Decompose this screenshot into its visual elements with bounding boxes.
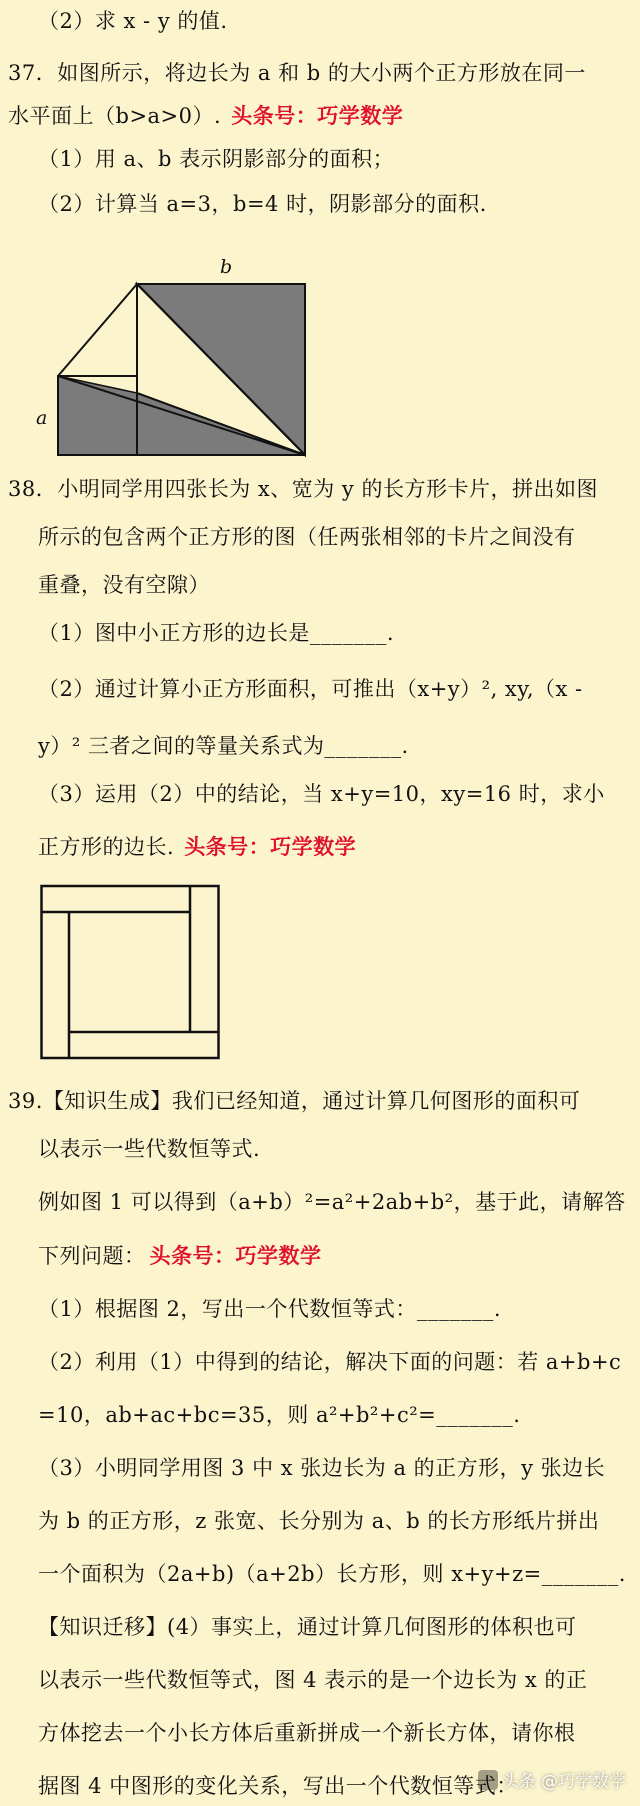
q39-part3-line3: 一个面积为（2a+b)（a+2b）长方形，则 x+y+z=_______.: [38, 1562, 626, 1586]
q39-part4-line1: 【知识迁移】(4）事实上，通过计算几何图形的体积也可: [38, 1615, 577, 1639]
q37-stem-line1: 37．如图所示，将边长为 a 和 b 的大小两个正方形放在同一: [8, 61, 586, 85]
toutiao-tag: 头条号：巧学数学: [231, 104, 404, 128]
q39-part1: （1）根据图 2，写出一个代数恒等式：_______.: [38, 1297, 502, 1321]
q38-part2-line2: y）² 三者之间的等量关系式为_______.: [38, 734, 409, 758]
q38-stem-line3: 重叠，没有空隙）: [38, 573, 210, 597]
q37-part2: （2）计算当 a=3，b=4 时，阴影部分的面积.: [38, 192, 487, 216]
q39-stem-line1: 39.【知识生成】我们已经知道，通过计算几何图形的面积可: [8, 1089, 581, 1113]
q38-stem-line1: 38．小明同学用四张长为 x、宽为 y 的长方形卡片，拼出如图: [8, 477, 598, 501]
toutiao-tag: 头条号：巧学数学: [149, 1244, 322, 1268]
q38-stem-line2: 所示的包含两个正方形的图（任两张相邻的卡片之间没有: [38, 525, 576, 549]
toutiao-logo-icon: [478, 1770, 498, 1790]
q39-part3-line2: 为 b 的正方形，z 张宽、长分别为 a、b 的长方形纸片拼出: [38, 1509, 600, 1533]
figure-37-two-squares: [32, 248, 312, 458]
q39-stem-line2: 以表示一些代数恒等式.: [38, 1137, 261, 1161]
q37-part1: （1）用 a、b 表示阴影部分的面积；: [38, 147, 395, 171]
figure-38-square-cards: [40, 884, 224, 1062]
toutiao-tag: 头条号：巧学数学: [184, 835, 357, 859]
q38-part3-line2: 正方形的边长. 头条号：巧学数学: [38, 835, 357, 859]
q39-part4-line3: 方体挖去一个小长方体后重新拼成一个新长方体，请你根: [38, 1721, 576, 1745]
q39-stem-line4: 下列问题： 头条号：巧学数学: [38, 1244, 322, 1268]
label-a: a: [36, 407, 48, 429]
q39-part3-line1: （3）小明同学用图 3 中 x 张边长为 a 的正方形，y 张边长: [38, 1456, 606, 1480]
q39-stem-line3: 例如图 1 可以得到（a+b）²=a²+2ab+b²，基于此，请解答: [38, 1190, 626, 1214]
q38-part2-line1: （2）通过计算小正方形面积，可推出（x+y）², xy,（x -: [38, 677, 583, 701]
q38-part1: （1）图中小正方形的边长是_______.: [38, 621, 395, 645]
label-b: b: [220, 256, 233, 278]
q38-part3-line1: （3）运用（2）中的结论，当 x+y=10，xy=16 时，求小: [38, 782, 605, 806]
q37-stem-line2: 水平面上（b>a>0）. 头条号：巧学数学: [8, 104, 404, 128]
q36-part2: （2）求 x - y 的值.: [38, 9, 228, 33]
toutiao-watermark: 头条 @巧学数学: [478, 1767, 626, 1792]
q39-part2-line2: =10，ab+ac+bc=35，则 a²+b²+c²=_______.: [38, 1403, 521, 1427]
q39-part4-line4: 据图 4 中图形的变化关系，写出一个代数恒等式：: [38, 1774, 518, 1798]
q39-part4-line2: 以表示一些代数恒等式，图 4 表示的是一个边长为 x 的正: [38, 1668, 588, 1692]
q39-part2-line1: （2）利用（1）中得到的结论，解决下面的问题：若 a+b+c: [38, 1350, 622, 1374]
